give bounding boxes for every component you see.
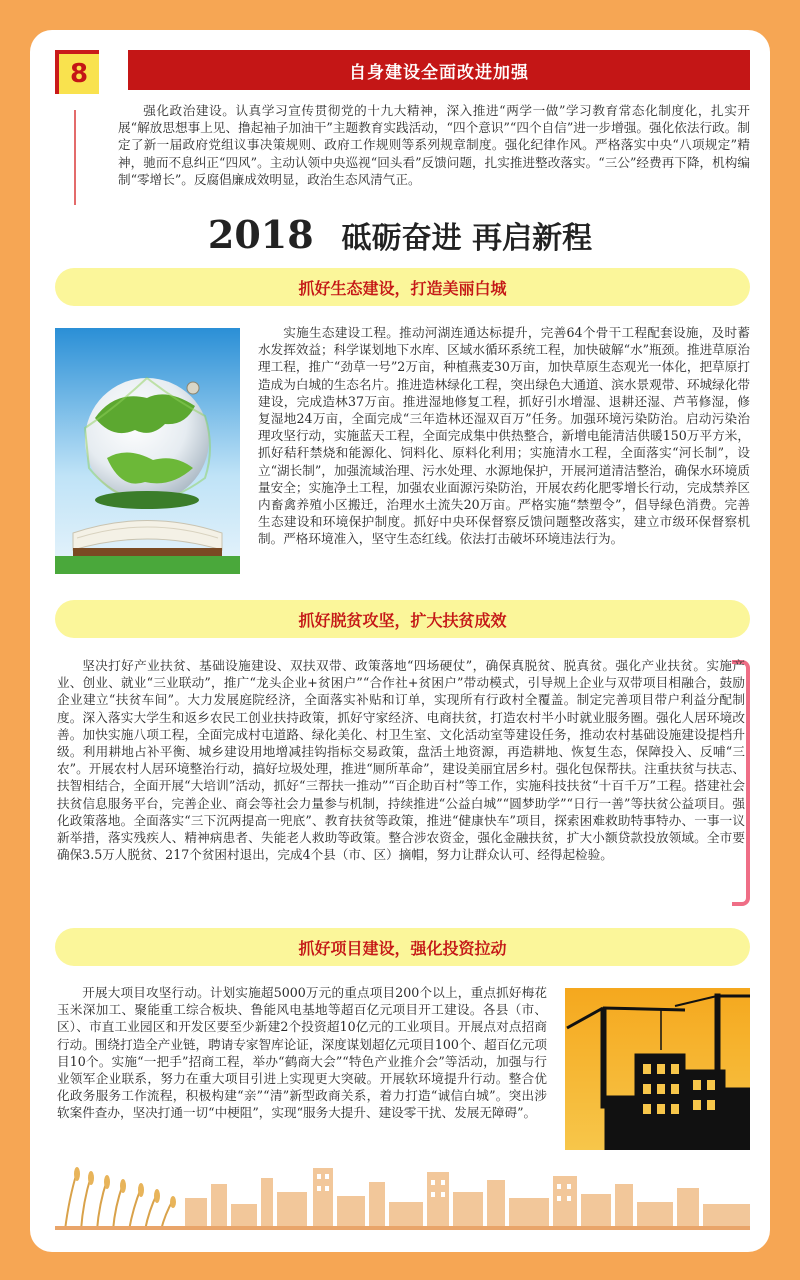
construction-crane-silhouette-image <box>565 988 750 1150</box>
intro-paragraph: 强化政治建设。认真学习宣传贯彻党的十九大精神，深入推进“两学一做”学习教育常态化制度化，扎实开展“解放思想事上见、撸起袖子加油干”主题教育实践活动，“四个意识”“四个自信”进一步增强。强化依法行政。制定了新一届政府党组议事决策规则、政府工作规则等系列规章制度。强化纪律作风。严格落实中央“八项规定”精神，驰而不息纠正“四风”。主动认领中央巡视“回头看”反馈问题，扎实推进整改落实。“三公”经费再下降，机构编制“零增长”。反腐倡廉成效明显，政治生态风清气正。 <box>118 103 750 187</box>
green-globe-on-book-image <box>55 328 240 574</box>
section-body-projects: 开展大项目攻坚行动。计划实施超5000万元的重点项目200个以上，重点抓好梅花玉米深加工、聚能重工综合板块、鲁能风电基地等超百亿元项目开工建设。各县（市、区）、市直工业园区和开发区要至少新建2个投资超10亿元的工业项目。开展点对点招商行动。围绕打造全产业链，聘请专家智库论证，深度谋划超亿元项目100个、超百亿元项目10个。实施“一把手”招商工程，举办“鹤商大会”“特色产业推介会”等活动，加强与行业领军企业联系，努力在重大项目引进上实现更大突破。开展软环境提升行动。整合优化政务服务工作流程，积极构建“亲”“清”新型政商关系，着力打造“诚信白城”。突出涉软案件查办，坚决打通一切“中梗阻”，实现“服务大提升、建设零干扰、发展无障碍”。 <box>57 985 548 1121</box>
section-body-ecology: 实施生态建设工程。推动河湖连通达标提升，完善64个骨干工程配套设施，及时蓄水发挥效益；科学谋划地下水库、区域水循环系统工程，加快破解“水”瓶颈。推进草原治理工程，推广“劲草一号”2万亩，种植燕麦30万亩，加快草原生态观光一体化，把草原打造成为白城的生态名片。推进造林绿化工程，突出绿色大通道、滨水景观带、环城绿化带建设，完成造林37万亩。推进湿地修复工程，抓好引水增湿、退耕还湿、芦苇修湿，修复湿地24万亩，全面完成“三年造林还湿双百万”任务。加强环境污染防治。启动污染治理攻坚行动，实施蓝天工程，全面完成集中供热整合，新增电能清洁供暖150万平方米，抓好秸秆禁烧和能源化、饲料化、原料化利用；实施清水工程，全面落实“河长制”，设立“湖长制”，加强流域治理、污水处理、水源地保护，开展河道清洁整治，确保水环境质量安全；实施净土工程，加强农业面源污染防治，开展农药化肥零增长行动，完成禁养区内畜禽养殖小区搬迁，治理水土流失20万亩。严格实施“禁塑令”，倡导绿色消费。完善生态建设和环境保护制度。抓好中央环保督察反馈问题整改落实，建立市级环保督察机制。严格环境准入，坚守生态红线。依法打击破坏环境违法行为。 <box>258 325 750 547</box>
header-banner: 自身建设全面改进加强 <box>128 50 750 90</box>
title-slogan: 砥砺奋进 再启新程 <box>341 221 593 256</box>
main-title <box>30 212 770 257</box>
title-year: 2018 <box>207 212 314 257</box>
magazine-page <box>30 30 770 1252</box>
section-heading-ecology: 抓好生态建设，打造美丽白城 <box>55 268 750 306</box>
section-heading-projects: 抓好项目建设，强化投资拉动 <box>55 928 750 966</box>
decorative-rule <box>74 110 76 205</box>
page-number: 8 <box>55 50 99 94</box>
section-heading-poverty: 抓好脱贫攻坚，扩大扶贫成效 <box>55 600 750 638</box>
section-body-poverty: 坚决打好产业扶贫、基础设施建设、双扶双带、政策落地“四场硬仗”，确保真脱贫、脱真贫。强化产业扶贫。实施产业、创业、就业“三业联动”，推广“龙头企业+贫困户”“合作社+贫困户”带动模式，引导规上企业与双带项目相融合，鼓励企业建立“扶贫车间”。大力发展庭院经济，全面落实补贴和订单，实现所有行政村全覆盖。制定完善项目带户利益分配制度。深入落实大学生和返乡农民工创业扶持政策，抓好守家经济、电商扶贫，打造农村半小时就业服务圈。强化人居环境改善。加快实施八项工程，全面完成村屯道路、绿化美化、村卫生室、文化活动室等建设任务，推动农村基础设施建设提档升级。利用耕地占补平衡、城乡建设用地增减挂钩指标交易政策，盘活土地资源，再造耕地、恢复生态，保障投入、反哺“三农”。开展农村人居环境整治行动，搞好垃圾处理，推进“厕所革命”，建设美丽宜居乡村。强化包保帮扶。注重扶贫与扶志、扶智相结合，全面开展“大培训”活动，抓好“三帮扶一推动”“百企助百村”等工作，实施科技扶贫“十百千万”工程。搭建社会扶贫信息服务平台，完善企业、商会等社会力量参与机制，持续推进“公益白城”“圆梦助学”“日行一善”等扶贫公益项目。强化政策落地。全面落实“三下沉两提高一兜底”、教育扶贫等政策，推进“健康快车”项目，探索困难救助特事特办、一事一议新举措，落实残疾人、精神病患者、失能老人救助等政策。整合涉农资金，强化金融扶贫，扩大小额贷款投放领域。全市要确保3.5万人脱贫、217个贫困村退出，完成4个县（市、区）摘帽，努力让群众认可、经得起检验。 <box>57 658 745 863</box>
wheat-and-city-skyline-footer <box>55 1158 750 1230</box>
